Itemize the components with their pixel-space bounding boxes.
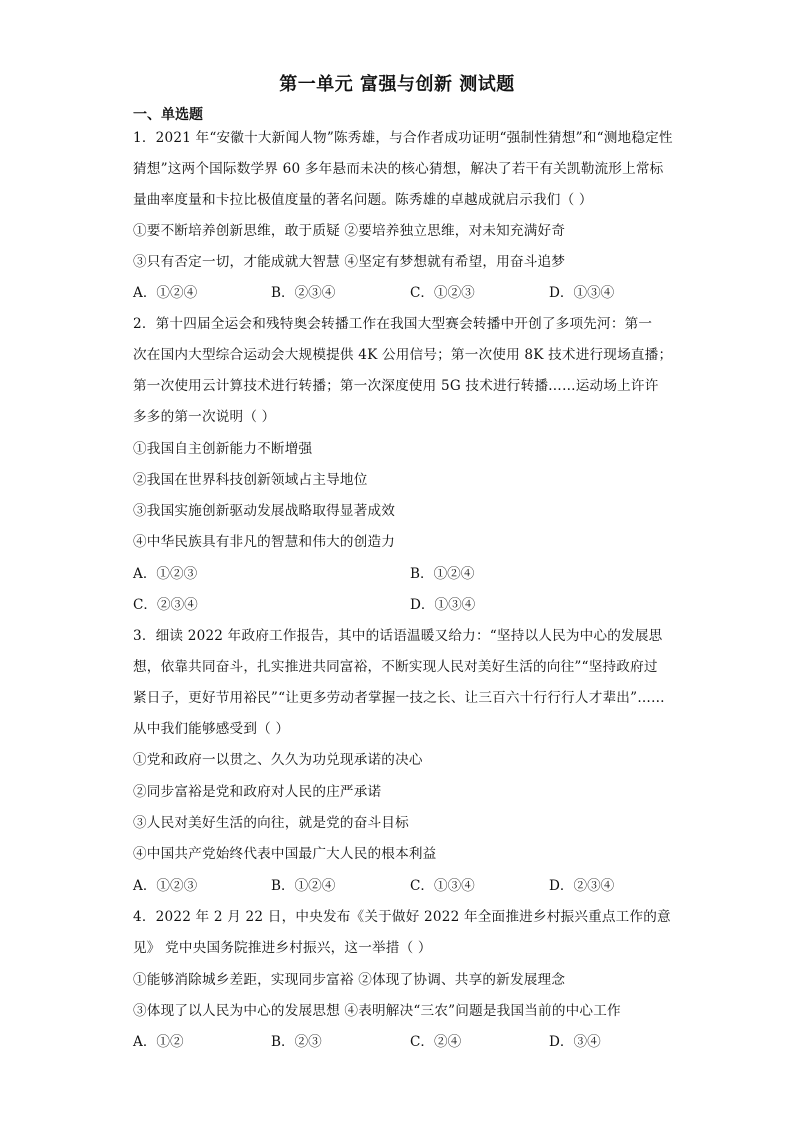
q2-option-b[interactable]: B．①②④ <box>410 566 475 582</box>
q1-stem-line-3: 量曲率度量和卡拉比极值度量的著名问题。陈秀雄的卓越成就启示我们（ ） <box>133 192 593 208</box>
q3-stem-line-4: 从中我们能够感受到（ ） <box>133 721 290 737</box>
q2-statement-1: ①我国自主创新能力不断增强 <box>133 441 313 457</box>
q1-option-b[interactable]: B．②③④ <box>271 285 336 301</box>
q2-option-c[interactable]: C．②③④ <box>133 597 198 613</box>
q2-stem-line-4: 多多的第一次说明（ ） <box>133 409 276 425</box>
q4-option-c[interactable]: C．②④ <box>410 1034 462 1050</box>
q4-stem-line-1: 4．2022 年 2 月 22 日，中央发布《关于做好 2022 年全面推进乡村振兴重点工作的意 <box>133 909 671 925</box>
q2-stem-line-3: 第一次使用云计算技术进行转播；第一次深度使用 5G 技术进行转播……运动场上许许 <box>133 378 659 394</box>
section-heading: 一、单选题 <box>133 107 203 123</box>
q1-stem-line-2: 猜想”这两个国际数学界 60 多年悬而未决的核心猜想，解决了若干有关凯勒流形上常标 <box>133 161 664 177</box>
q1-stem-line-1: 1．2021 年“安徽十大新闻人物”陈秀雄，与合作者成功证明“强制性猜想”和“测地稳定性 <box>133 130 673 146</box>
q3-statement-2: ②同步富裕是党和政府对人民的庄严承诺 <box>133 784 382 800</box>
q1-statement-row-2: ③只有否定一切，才能成就大智慧 ④坚定有梦想就有希望，用奋斗追梦 <box>133 254 566 270</box>
q3-statement-3: ③人民对美好生活的向往，就是党的奋斗目标 <box>133 815 409 831</box>
q4-option-d[interactable]: D．③④ <box>549 1034 601 1050</box>
page-title: 第一单元 富强与创新 测试题 <box>279 74 515 95</box>
q3-statement-4: ④中国共产党始终代表中国最广大人民的根本利益 <box>133 846 437 862</box>
q2-statement-4: ④中华民族具有非凡的智慧和伟大的创造力 <box>133 534 396 550</box>
q3-stem-line-2: 想，依靠共同奋斗，扎实推进共同富裕，不断实现人民对美好生活的向往”“坚持政府过 <box>133 659 658 675</box>
q1-option-d[interactable]: D．①③④ <box>549 285 615 301</box>
q2-option-a[interactable]: A．①②③ <box>133 566 198 582</box>
q3-option-c[interactable]: C．①③④ <box>410 878 475 894</box>
q3-option-a[interactable]: A．①②③ <box>133 878 198 894</box>
q1-option-c[interactable]: C．①②③ <box>410 285 475 301</box>
q3-stem-line-3: 紧日子，更好节用裕民”“让更多劳动者掌握一技之长、让三百六十行行行人才辈出”…… <box>133 690 665 706</box>
q2-stem-line-2: 次在国内大型综合运动会大规模提供 4K 公用信号；第一次使用 8K 技术进行现场直播； <box>133 347 673 363</box>
q4-statement-row-1: ①能够消除城乡差距，实现同步富裕 ②体现了协调、共享的新发展理念 <box>133 972 566 988</box>
q2-option-d[interactable]: D．①③④ <box>410 597 476 613</box>
q2-statement-3: ③我国实施创新驱动发展战略取得显著成效 <box>133 503 396 519</box>
q3-option-d[interactable]: D．②③④ <box>549 878 615 894</box>
q3-stem-line-1: 3．细读 2022 年政府工作报告，其中的话语温暖又给力：“坚持以人民为中心的发展思 <box>133 628 663 644</box>
q3-statement-1: ①党和政府一以贯之、久久为功兑现承诺的决心 <box>133 752 423 768</box>
q4-statement-row-2: ③体现了以人民为中心的发展思想 ④表明解决“三农”问题是我国当前的中心工作 <box>133 1003 621 1019</box>
q4-option-b[interactable]: B．②③ <box>271 1034 322 1050</box>
q1-option-a[interactable]: A．①②④ <box>133 285 198 301</box>
q4-stem-line-2: 见》 党中央国务院推进乡村振兴，这一举措（ ） <box>133 940 432 956</box>
q2-stem-line-1: 2．第十四届全运会和残特奥会转播工作在我国大型赛会转播中开创了多项先河：第一 <box>133 316 653 332</box>
q1-statement-row-1: ①要不断培养创新思维，敢于质疑 ②要培养独立思维，对未知充满好奇 <box>133 223 566 239</box>
q4-option-a[interactable]: A．①② <box>133 1034 184 1050</box>
q3-option-b[interactable]: B．①②④ <box>271 878 336 894</box>
q2-statement-2: ②我国在世界科技创新领域占主导地位 <box>133 472 368 488</box>
